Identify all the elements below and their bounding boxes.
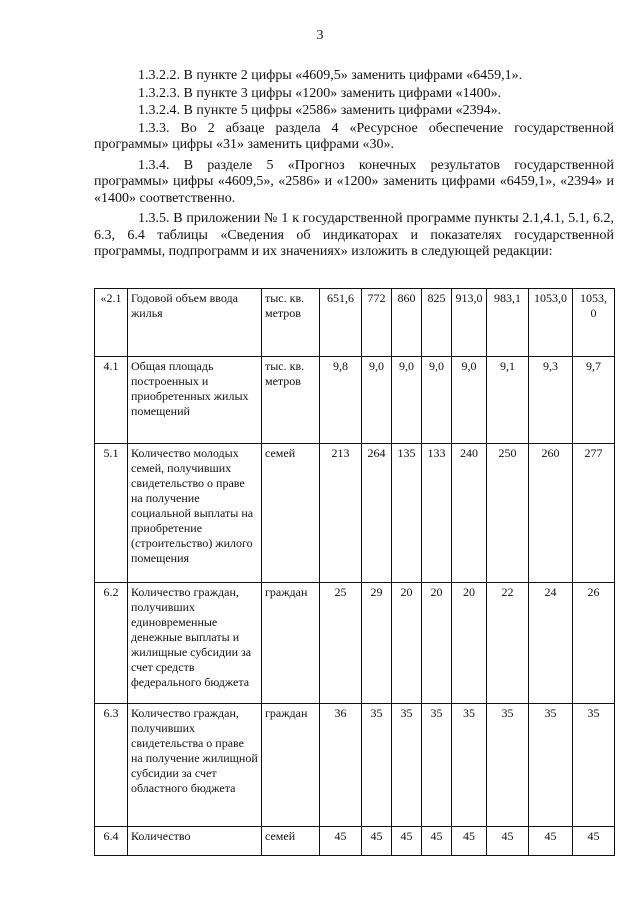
value-cell: 45 (362, 827, 392, 856)
value-cell: 25 (320, 583, 362, 704)
value-cell: 35 (573, 704, 615, 827)
paragraph-1-3-3: 1.3.3. Во 2 абзаце раздела 4 «Ресурсное обеспечение государственной программы» цифры «31» заменить цифрами «30». (94, 120, 614, 152)
value-cell: 9,8 (320, 357, 362, 444)
unit: семей (262, 444, 320, 583)
table-row (95, 444, 615, 583)
page-number: 3 (316, 28, 324, 43)
paragraph-1-3-2-3: 1.3.2.3. В пункте 3 цифры «1200» заменить цифрами «1400». (138, 85, 502, 101)
unit: тыс. кв. метров (262, 289, 320, 357)
value-cell: 35 (422, 704, 452, 827)
row-number: «2.1 (95, 289, 128, 357)
value-cell: 35 (452, 704, 487, 827)
row-number: 5.1 (95, 444, 128, 583)
value-cell: 20 (452, 583, 487, 704)
value-cell: 45 (487, 827, 529, 856)
value-cell: 9,0 (452, 357, 487, 444)
value-cell: 9,3 (529, 357, 573, 444)
value-cell: 9,0 (362, 357, 392, 444)
table-row (95, 289, 615, 357)
value-cell: 20 (422, 583, 452, 704)
row-number: 6.3 (95, 704, 128, 827)
value-cell: 277 (573, 444, 615, 583)
table-row (95, 583, 615, 704)
table-row (95, 827, 615, 856)
value-cell: 9,0 (422, 357, 452, 444)
value-cell: 860 (392, 289, 422, 357)
indicator-name: Общая площадь построенных и приобретенных жилых помещений (128, 357, 262, 444)
document-body (94, 68, 614, 265)
unit: граждан (262, 583, 320, 704)
value-cell: 250 (487, 444, 529, 583)
paragraph-1-3-2-4: 1.3.2.4. В пункте 5 цифры «2586» заменить цифрами «2394». (138, 103, 502, 118)
indicator-name: Количество (128, 827, 262, 856)
row-number: 6.2 (95, 583, 128, 704)
value-cell: 24 (529, 583, 573, 704)
value-cell: 45 (573, 827, 615, 856)
value-cell: 1053,0 (529, 289, 573, 357)
value-cell: 983,1 (487, 289, 529, 357)
value-cell: 26 (573, 583, 615, 704)
value-cell: 45 (422, 827, 452, 856)
value-cell: 36 (320, 704, 362, 827)
value-cell: 240 (452, 444, 487, 583)
value-cell: 35 (362, 704, 392, 827)
value-cell: 651,6 (320, 289, 362, 357)
indicator-name: Количество граждан, получивших свидетельства о праве на получение жилищной субсидии за счет областного бюджета (128, 704, 262, 827)
value-cell: 9,7 (573, 357, 615, 444)
value-cell: 1053, 0 (573, 289, 615, 357)
value-cell: 9,0 (392, 357, 422, 444)
value-cell: 825 (422, 289, 452, 357)
table-row (95, 357, 615, 444)
value-cell: 35 (392, 704, 422, 827)
indicators-table (94, 288, 615, 856)
indicator-name: Количество граждан, получивших единовременные денежные выплаты и жилищные субсидии за счет средств федерального бюджета (128, 583, 262, 704)
paragraph-1-3-5: 1.3.5. В приложении № 1 к государственной программе пункты 2.1,4.1, 5.1, 6.2, 6.3, 6.4 таблицы «Сведения об индикаторах и показателях государственной программы, подпрограмм и их значениях» изложить в следующей редакции: (94, 211, 614, 259)
value-cell: 213 (320, 444, 362, 583)
indicator-name: Количество молодых семей, получивших свидетельство о праве на получение социальной выплаты на приобретение (строительство) жилого помещения (128, 444, 262, 583)
value-cell: 45 (320, 827, 362, 856)
row-number: 6.4 (95, 827, 128, 856)
table-row (95, 704, 615, 827)
value-cell: 913,0 (452, 289, 487, 357)
indicator-name: Годовой объем ввода жилья (128, 289, 262, 357)
value-cell: 29 (362, 583, 392, 704)
paragraph-1-3-2-2: 1.3.2.2. В пункте 2 цифры «4609,5» заменить цифрами «6459,1». (138, 68, 523, 83)
value-cell: 35 (487, 704, 529, 827)
value-cell: 45 (392, 827, 422, 856)
value-cell: 772 (362, 289, 392, 357)
value-cell: 22 (487, 583, 529, 704)
value-cell: 45 (452, 827, 487, 856)
value-cell: 133 (422, 444, 452, 583)
row-number: 4.1 (95, 357, 128, 444)
unit: граждан (262, 704, 320, 827)
value-cell: 264 (362, 444, 392, 583)
unit: тыс. кв. метров (262, 357, 320, 444)
value-cell: 135 (392, 444, 422, 583)
unit: семей (262, 827, 320, 856)
value-cell: 260 (529, 444, 573, 583)
paragraph-1-3-4: 1.3.4. В разделе 5 «Прогноз конечных результатов государственной программы» цифры «4609,5», «2586» и «1200» заменить цифрами «6459,1», «2394» и «1400» соответственно. (94, 157, 614, 206)
value-cell: 35 (529, 704, 573, 827)
value-cell: 9,1 (487, 357, 529, 444)
value-cell: 20 (392, 583, 422, 704)
value-cell: 45 (529, 827, 573, 856)
